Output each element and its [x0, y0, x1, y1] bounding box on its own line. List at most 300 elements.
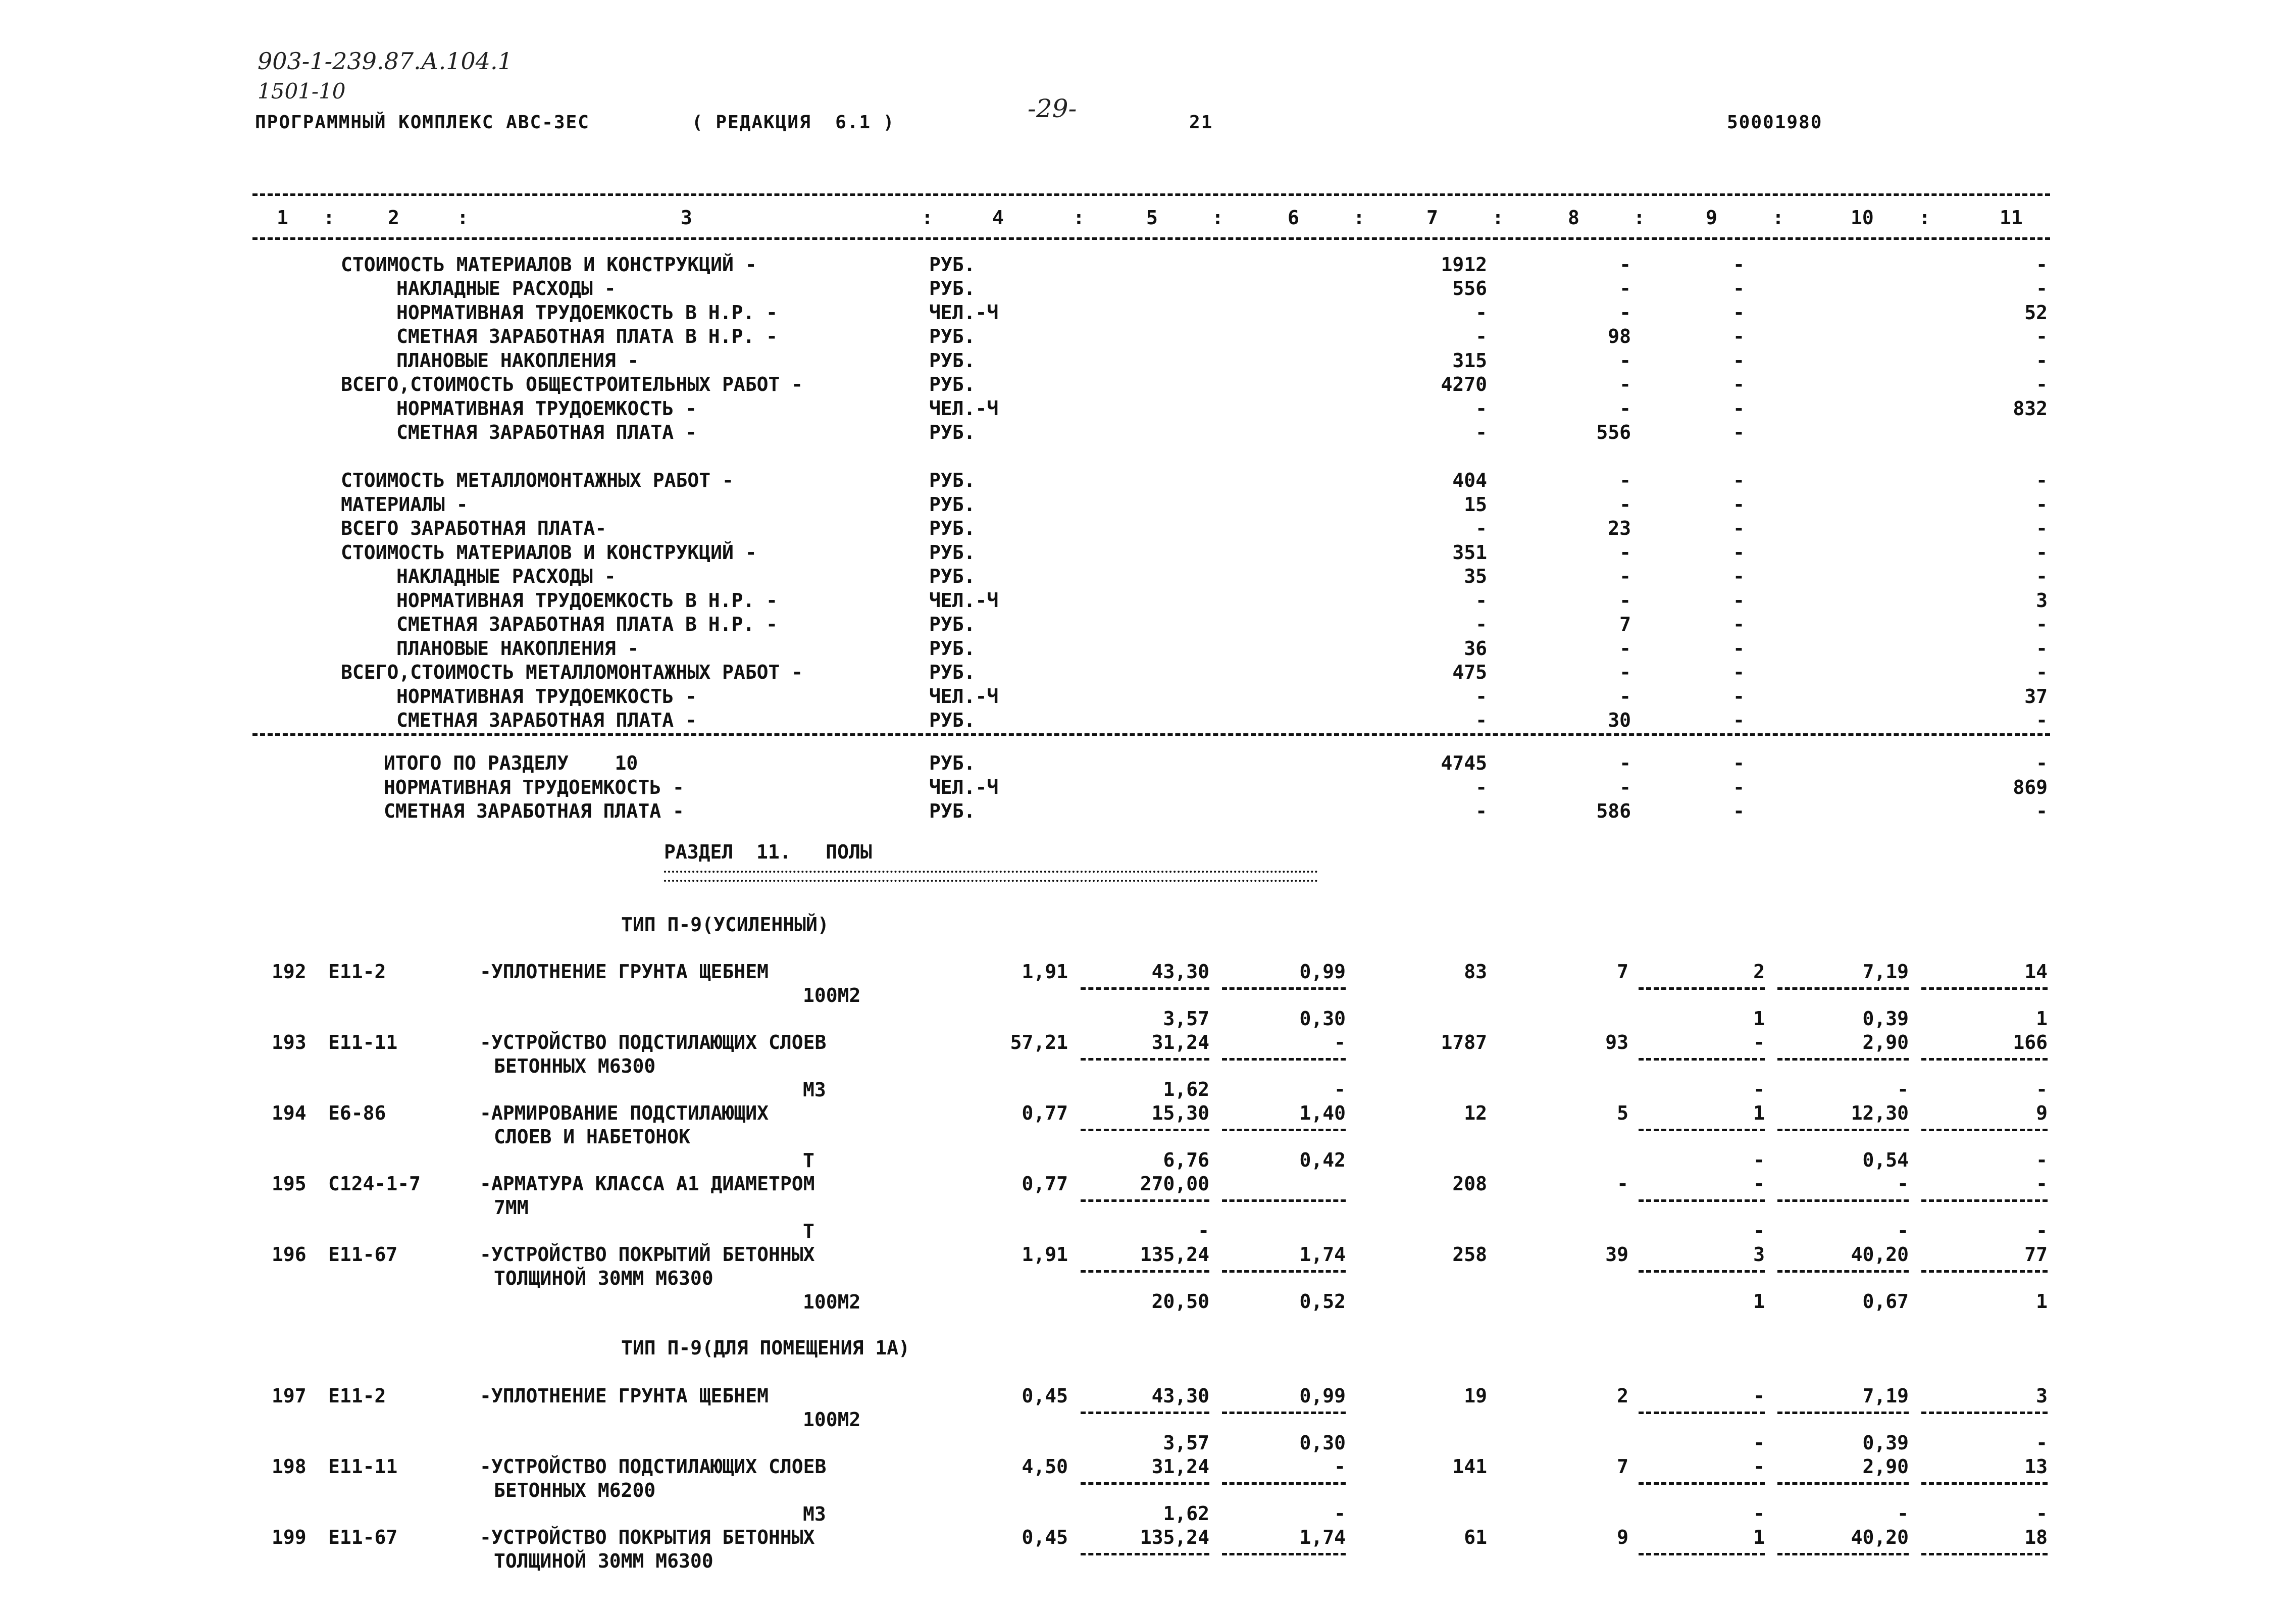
item-name-continued: ТОЛЩИНОЙ 30ММ М6300 [494, 1550, 713, 1572]
item-quantity: 0,77 [1022, 1102, 1068, 1124]
item-unit-cost: 135,24 [1140, 1243, 1209, 1266]
summary-unit: РУБ. [929, 493, 976, 516]
summary-col8: - [1619, 277, 1631, 299]
summary-unit: РУБ. [929, 421, 976, 443]
totals-label: НОРМАТИВНАЯ ТРУДОЕМКОСТЬ - [384, 776, 684, 798]
item-labor-total: 9 [2036, 1102, 2048, 1124]
item-unit-cost: 270,00 [1140, 1173, 1209, 1195]
summary-col8: - [1619, 469, 1631, 491]
item-total-cost: 83 [1464, 961, 1487, 983]
summary-col9: - [1733, 325, 1745, 347]
totals-col8: 586 [1596, 800, 1631, 822]
column-header-4: 4 [992, 207, 1004, 229]
item-labor-wage-total: - [2036, 1078, 2048, 1100]
item-machine-wage: 0,30 [1299, 1008, 1346, 1030]
item-machine-cost: 0,99 [1299, 961, 1346, 983]
item-rule [1222, 1553, 1346, 1555]
item-rule [1639, 987, 1765, 990]
item-labor-total: 3 [2036, 1385, 2048, 1407]
summary-col11: 52 [2024, 301, 2048, 324]
summary-unit: РУБ. [929, 277, 976, 299]
item-unit: 100М2 [803, 1408, 861, 1431]
totals-col9: - [1733, 776, 1745, 798]
item-number: 192 [272, 961, 307, 983]
summary-unit: РУБ. [929, 254, 976, 276]
item-labor: 7,19 [1862, 961, 1909, 983]
item-unit-wage: 6,76 [1163, 1149, 1209, 1171]
item-rule [1081, 1199, 1209, 1202]
summary-col9: - [1733, 517, 1745, 539]
section-underline [664, 871, 1318, 882]
summary-col9: - [1733, 277, 1745, 299]
item-labor-wage: 0,54 [1862, 1149, 1909, 1171]
item-labor: 40,20 [1851, 1243, 1909, 1266]
summary-col9: - [1733, 349, 1745, 372]
item-code: Е11-2 [328, 1385, 386, 1407]
summary-col7: - [1475, 301, 1487, 324]
item-col9-wage: 1 [1753, 1008, 1765, 1030]
summary-unit: РУБ. [929, 709, 976, 731]
type-heading-room-1a: ТИП П-9(ДЛЯ ПОМЕЩЕНИЯ 1А) [621, 1337, 910, 1359]
item-rule [1081, 1482, 1209, 1485]
item-unit: Т [803, 1149, 814, 1172]
item-machine-cost: - [1334, 1031, 1346, 1053]
item-name-continued: БЕТОННЫХ М6300 [494, 1055, 656, 1077]
item-rule [1777, 1553, 1909, 1555]
column-header-10: 10 [1851, 207, 1874, 229]
summary-col8: - [1619, 541, 1631, 564]
totals-col8: - [1619, 776, 1631, 798]
item-machine-total: 2 [1617, 1385, 1628, 1407]
summary-col7: 36 [1464, 637, 1487, 660]
item-rule [1639, 1058, 1765, 1061]
item-labor: 7,19 [1862, 1385, 1909, 1407]
item-rule [1921, 1129, 2048, 1131]
summary-col8: - [1619, 349, 1631, 372]
item-col9-wage: - [1753, 1149, 1765, 1171]
item-machine-total: 93 [1605, 1031, 1628, 1053]
item-rule [1222, 1412, 1346, 1414]
item-quantity: 0,45 [1022, 1526, 1068, 1548]
item-total-cost: 258 [1452, 1243, 1487, 1266]
totals-col11: - [2036, 800, 2048, 822]
item-unit-cost: 15,30 [1151, 1102, 1209, 1124]
summary-col7: - [1475, 397, 1487, 420]
summary-col7: 475 [1452, 661, 1487, 683]
summary-col8: 23 [1608, 517, 1631, 539]
summary-col7: 1912 [1441, 254, 1487, 276]
summary-col7: - [1475, 421, 1487, 443]
summary-col8: 7 [1619, 613, 1631, 635]
item-rule [1639, 1412, 1765, 1414]
summary-col9: - [1733, 301, 1745, 324]
column-header-5: 5 [1146, 207, 1158, 229]
item-name: -УПЛОТНЕНИЕ ГРУНТА ЩЕБНЕМ [480, 1385, 769, 1407]
summary-col11: - [2036, 373, 2048, 395]
column-separator: : [457, 207, 469, 229]
summary-col7: - [1475, 709, 1487, 731]
totals-unit: РУБ. [929, 752, 976, 774]
item-rule [1081, 987, 1209, 990]
item-rule [1777, 1270, 1909, 1273]
summary-unit: РУБ. [929, 541, 976, 564]
summary-col9: - [1733, 421, 1745, 443]
summary-col8: - [1619, 589, 1631, 612]
item-labor-wage-total: 1 [2036, 1290, 2048, 1313]
item-rule [1921, 987, 2048, 990]
item-labor-wage: 0,67 [1862, 1290, 1909, 1313]
item-machine-total: 39 [1605, 1243, 1628, 1266]
summary-col9: - [1733, 661, 1745, 683]
item-col9: - [1753, 1455, 1765, 1478]
summary-col11: - [2036, 661, 2048, 683]
item-unit-wage: 1,62 [1163, 1502, 1209, 1525]
summary-col7: - [1475, 325, 1487, 347]
summary-unit: РУБ. [929, 613, 976, 635]
item-number: 194 [272, 1102, 307, 1124]
item-rule [1777, 1482, 1909, 1485]
summary-col9: - [1733, 373, 1745, 395]
section-title: РАЗДЕЛ 11. ПОЛЫ [664, 841, 872, 863]
summary-col11: - [2036, 565, 2048, 587]
handwritten-sheet-code: 1501-10 [258, 79, 346, 104]
item-total-cost: 12 [1464, 1102, 1487, 1124]
item-name-continued: БЕТОННЫХ М6200 [494, 1479, 656, 1501]
item-unit-cost: 31,24 [1151, 1455, 1209, 1478]
item-col9-wage: - [1753, 1432, 1765, 1454]
item-machine-cost: 1,40 [1299, 1102, 1346, 1124]
item-rule [1222, 1129, 1346, 1131]
summary-label: МАТЕРИАЛЫ - [341, 493, 468, 516]
item-rule [1777, 987, 1909, 990]
item-name: -УСТРОЙСТВО ПОКРЫТИЯ БЕТОННЫХ [480, 1526, 815, 1548]
summary-col8: 556 [1596, 421, 1631, 443]
item-labor-wage: - [1897, 1220, 1909, 1242]
summary-unit: РУБ. [929, 637, 976, 660]
totals-col7: - [1475, 800, 1487, 822]
item-col9: 1 [1753, 1526, 1765, 1548]
item-name-continued: ТОЛЩИНОЙ 30ММ М6300 [494, 1267, 713, 1289]
item-number: 197 [272, 1385, 307, 1407]
item-number: 193 [272, 1031, 307, 1053]
item-unit-wage: 3,57 [1163, 1008, 1209, 1030]
column-separator: : [1634, 207, 1645, 229]
item-col9: - [1753, 1031, 1765, 1053]
item-unit-wage: 3,57 [1163, 1432, 1209, 1454]
summary-label: СТОИМОСТЬ МАТЕРИАЛОВ И КОНСТРУКЦИЙ - [341, 254, 757, 276]
item-unit: 100М2 [803, 984, 861, 1006]
column-header-8: 8 [1568, 207, 1579, 229]
item-unit: 100М2 [803, 1291, 861, 1313]
item-col9-wage: - [1753, 1220, 1765, 1242]
item-rule [1222, 1199, 1346, 1202]
totals-col11: - [2036, 752, 2048, 774]
summary-col9: - [1733, 589, 1745, 612]
summary-label: НАКЛАДНЫЕ РАСХОДЫ - [396, 565, 616, 587]
item-unit: М3 [803, 1079, 826, 1101]
summary-col9: - [1733, 637, 1745, 660]
item-machine-cost: 0,99 [1299, 1385, 1346, 1407]
item-rule [1921, 1412, 2048, 1414]
item-labor: - [1897, 1173, 1909, 1195]
summary-col9: - [1733, 397, 1745, 420]
summary-col11: - [2036, 325, 2048, 347]
item-labor: 2,90 [1862, 1031, 1909, 1053]
item-rule [1921, 1058, 2048, 1061]
column-header-7: 7 [1426, 207, 1438, 229]
summary-label: НОРМАТИВНАЯ ТРУДОЕМКОСТЬ В Н.Р. - [396, 589, 778, 612]
summary-unit: ЧЕЛ.-Ч [929, 685, 999, 708]
item-labor-total: 77 [2024, 1243, 2048, 1266]
summary-col7: 35 [1464, 565, 1487, 587]
summary-col7: 4270 [1441, 373, 1487, 395]
document-number: 50001980 [1727, 112, 1823, 133]
item-col9: - [1753, 1385, 1765, 1407]
item-labor-wage-total: - [2036, 1149, 2048, 1171]
handwritten-page-number: -29- [1028, 94, 1077, 123]
item-machine-total: 5 [1617, 1102, 1628, 1124]
summary-col8: - [1619, 254, 1631, 276]
item-quantity: 1,91 [1022, 1243, 1068, 1266]
item-number: 195 [272, 1173, 307, 1195]
summary-col8: - [1619, 493, 1631, 516]
item-col9: 3 [1753, 1243, 1765, 1266]
item-col9: 1 [1753, 1102, 1765, 1124]
item-labor: 2,90 [1862, 1455, 1909, 1478]
item-col9-wage: - [1753, 1078, 1765, 1100]
summary-col11: - [2036, 709, 2048, 731]
item-labor-wage-total: - [2036, 1432, 2048, 1454]
summary-unit: РУБ. [929, 325, 976, 347]
item-name: -УПЛОТНЕНИЕ ГРУНТА ЩЕБНЕМ [480, 961, 769, 983]
item-code: Е11-2 [328, 961, 386, 983]
item-code: С124-1-7 [328, 1173, 421, 1195]
item-name: -УСТРОЙСТВО ПОДСТИЛАЮЩИХ СЛОЕВ [480, 1455, 827, 1478]
item-unit-wage: 20,50 [1151, 1290, 1209, 1313]
item-rule [1777, 1199, 1909, 1202]
item-unit-cost: 43,30 [1151, 1385, 1209, 1407]
item-rule [1777, 1129, 1909, 1131]
item-rule [1081, 1058, 1209, 1061]
summary-col9: - [1733, 613, 1745, 635]
summary-col7: - [1475, 589, 1487, 612]
item-rule [1777, 1058, 1909, 1061]
summary-label: ПЛАНОВЫЕ НАКОПЛЕНИЯ - [396, 349, 639, 372]
summary-col8: - [1619, 301, 1631, 324]
item-rule [1222, 1482, 1346, 1485]
summary-label: СТОИМОСТЬ МАТЕРИАЛОВ И КОНСТРУКЦИЙ - [341, 541, 757, 564]
item-labor-wage-total: - [2036, 1220, 2048, 1242]
summary-col11: - [2036, 469, 2048, 491]
summary-col11: - [2036, 277, 2048, 299]
summary-col11: 3 [2036, 589, 2048, 612]
summary-col11: - [2036, 541, 2048, 564]
item-machine-wage: 0,30 [1299, 1432, 1346, 1454]
summary-col8: - [1619, 565, 1631, 587]
summary-label: НОРМАТИВНАЯ ТРУДОЕМКОСТЬ - [396, 685, 697, 708]
item-unit-cost: 135,24 [1140, 1526, 1209, 1548]
item-rule [1921, 1553, 2048, 1555]
item-labor-total: - [2036, 1173, 2048, 1195]
summary-col11: 832 [2013, 397, 2048, 420]
item-code: Е11-11 [328, 1455, 398, 1478]
totals-label: СМЕТНАЯ ЗАРАБОТНАЯ ПЛАТА - [384, 800, 684, 822]
summary-unit: ЧЕЛ.-Ч [929, 397, 999, 420]
summary-label: СТОИМОСТЬ МЕТАЛЛОМОНТАЖНЫХ РАБОТ - [341, 469, 734, 491]
column-separator: : [1772, 207, 1784, 229]
totals-col9: - [1733, 752, 1745, 774]
item-rule [1639, 1199, 1765, 1202]
item-machine-wage: 0,52 [1299, 1290, 1346, 1313]
item-rule [1081, 1129, 1209, 1131]
item-name-continued: СЛОЕВ И НАБЕТОНОК [494, 1126, 690, 1148]
item-machine-total: 7 [1617, 961, 1628, 983]
totals-col7: 4745 [1441, 752, 1487, 774]
summary-col11: - [2036, 613, 2048, 635]
summary-label: СМЕТНАЯ ЗАРАБОТНАЯ ПЛАТА В Н.Р. - [396, 613, 778, 635]
item-unit-cost: 31,24 [1151, 1031, 1209, 1053]
summary-col7: 556 [1452, 277, 1487, 299]
item-rule [1222, 1058, 1346, 1061]
item-machine-wage: - [1334, 1502, 1346, 1525]
item-code: Е11-11 [328, 1031, 398, 1053]
item-unit-wage: 1,62 [1163, 1078, 1209, 1100]
totals-label: ИТОГО ПО РАЗДЕЛУ 10 [384, 752, 638, 774]
item-quantity: 57,21 [1010, 1031, 1068, 1053]
item-code: Е11-67 [328, 1243, 398, 1266]
column-header-9: 9 [1706, 207, 1717, 229]
summary-col11: 37 [2024, 685, 2048, 708]
item-labor-total: 18 [2024, 1526, 2048, 1548]
item-labor-wage: 0,39 [1862, 1432, 1909, 1454]
summary-label: СМЕТНАЯ ЗАРАБОТНАЯ ПЛАТА - [396, 709, 697, 731]
item-quantity: 4,50 [1022, 1455, 1068, 1478]
summary-unit: РУБ. [929, 469, 976, 491]
column-separator: : [922, 207, 933, 229]
summary-col9: - [1733, 493, 1745, 516]
item-col9: 2 [1753, 961, 1765, 983]
header-top-rule [252, 193, 2050, 196]
totals-col11: 869 [2013, 776, 2048, 798]
summary-unit: РУБ. [929, 517, 976, 539]
type-heading-reinforced: ТИП П-9(УСИЛЕННЫЙ) [621, 914, 829, 936]
item-number: 198 [272, 1455, 307, 1478]
summary-col9: - [1733, 685, 1745, 708]
summary-label: ПЛАНОВЫЕ НАКОПЛЕНИЯ - [396, 637, 639, 660]
item-number: 196 [272, 1243, 307, 1266]
item-labor: 40,20 [1851, 1526, 1909, 1548]
summary-col9: - [1733, 541, 1745, 564]
summary-col8: 30 [1608, 709, 1631, 731]
item-machine-wage: - [1334, 1078, 1346, 1100]
summary-col11: - [2036, 493, 2048, 516]
item-unit: Т [803, 1220, 814, 1242]
summary-col7: - [1475, 685, 1487, 708]
item-labor-wage: 0,39 [1862, 1008, 1909, 1030]
item-machine-wage: 0,42 [1299, 1149, 1346, 1171]
summary-col8: 98 [1608, 325, 1631, 347]
item-labor-wage: - [1897, 1502, 1909, 1525]
item-quantity: 0,45 [1022, 1385, 1068, 1407]
summary-col8: - [1619, 373, 1631, 395]
printed-page-number: 21 [1189, 112, 1213, 133]
summary-label: НАКЛАДНЫЕ РАСХОДЫ - [396, 277, 616, 299]
summary-col9: - [1733, 565, 1745, 587]
summary-label: СМЕТНАЯ ЗАРАБОТНАЯ ПЛАТА - [396, 421, 697, 443]
item-machine-cost: - [1334, 1455, 1346, 1478]
summary-unit: РУБ. [929, 661, 976, 683]
item-unit: М3 [803, 1503, 826, 1525]
column-header-1: 1 [277, 207, 288, 229]
summary-col8: - [1619, 397, 1631, 420]
column-separator: : [1212, 207, 1223, 229]
item-labor-wage-total: - [2036, 1502, 2048, 1525]
item-rule [1921, 1270, 2048, 1273]
item-total-cost: 61 [1464, 1526, 1487, 1548]
item-total-cost: 19 [1464, 1385, 1487, 1407]
item-labor-wage-total: 1 [2036, 1008, 2048, 1030]
column-header-2: 2 [388, 207, 399, 229]
item-name: -УСТРОЙСТВО ПОКРЫТИЙ БЕТОННЫХ [480, 1243, 815, 1266]
summary-unit: РУБ. [929, 373, 976, 395]
item-rule [1639, 1482, 1765, 1485]
summary-col8: - [1619, 661, 1631, 683]
item-labor-total: 166 [2013, 1031, 2048, 1053]
summary-col7: 404 [1452, 469, 1487, 491]
summary-col9: - [1733, 469, 1745, 491]
column-header-6: 6 [1288, 207, 1299, 229]
summary-col7: 315 [1452, 349, 1487, 372]
item-machine-total: 7 [1617, 1455, 1628, 1478]
item-unit-wage: - [1198, 1220, 1209, 1242]
item-name: -АРМИРОВАНИЕ ПОДСТИЛАЮЩИХ [480, 1102, 769, 1124]
header-bottom-rule [252, 237, 2050, 240]
column-separator: : [1492, 207, 1504, 229]
item-rule [1081, 1553, 1209, 1555]
column-separator: : [1353, 207, 1365, 229]
summary-label: ВСЕГО,СТОИМОСТЬ ОБЩЕСТРОИТЕЛЬНЫХ РАБОТ - [341, 373, 803, 395]
item-quantity: 1,91 [1022, 961, 1068, 983]
totals-unit: ЧЕЛ.-Ч [929, 776, 999, 798]
item-col9-wage: - [1753, 1502, 1765, 1525]
summary-col7: - [1475, 517, 1487, 539]
item-rule [1921, 1199, 2048, 1202]
item-total-cost: 1787 [1441, 1031, 1487, 1053]
item-rule [1639, 1553, 1765, 1555]
item-rule [1081, 1412, 1209, 1414]
item-rule [1921, 1482, 2048, 1485]
summary-col7: - [1475, 613, 1487, 635]
item-total-cost: 208 [1452, 1173, 1487, 1195]
summary-unit: ЧЕЛ.-Ч [929, 589, 999, 612]
item-code: Е6-86 [328, 1102, 386, 1124]
summary-col11: - [2036, 637, 2048, 660]
edition-label: ( РЕДАКЦИЯ 6.1 ) [692, 112, 895, 133]
program-title: ПРОГРАММНЫЙ КОМПЛЕКС АВС-ЗЕС [255, 112, 590, 133]
handwritten-document-code: 903-1-239.87.А.104.1 [258, 47, 513, 75]
column-separator: : [1919, 207, 1930, 229]
item-labor-wage: - [1897, 1078, 1909, 1100]
summary-col9: - [1733, 254, 1745, 276]
totals-col8: - [1619, 752, 1631, 774]
summary-col11: - [2036, 517, 2048, 539]
summary-col8: - [1619, 637, 1631, 660]
item-unit-cost: 43,30 [1151, 961, 1209, 983]
item-machine-total: 9 [1617, 1526, 1628, 1548]
column-separator: : [1073, 207, 1085, 229]
item-rule [1639, 1129, 1765, 1131]
item-labor-total: 13 [2024, 1455, 2048, 1478]
